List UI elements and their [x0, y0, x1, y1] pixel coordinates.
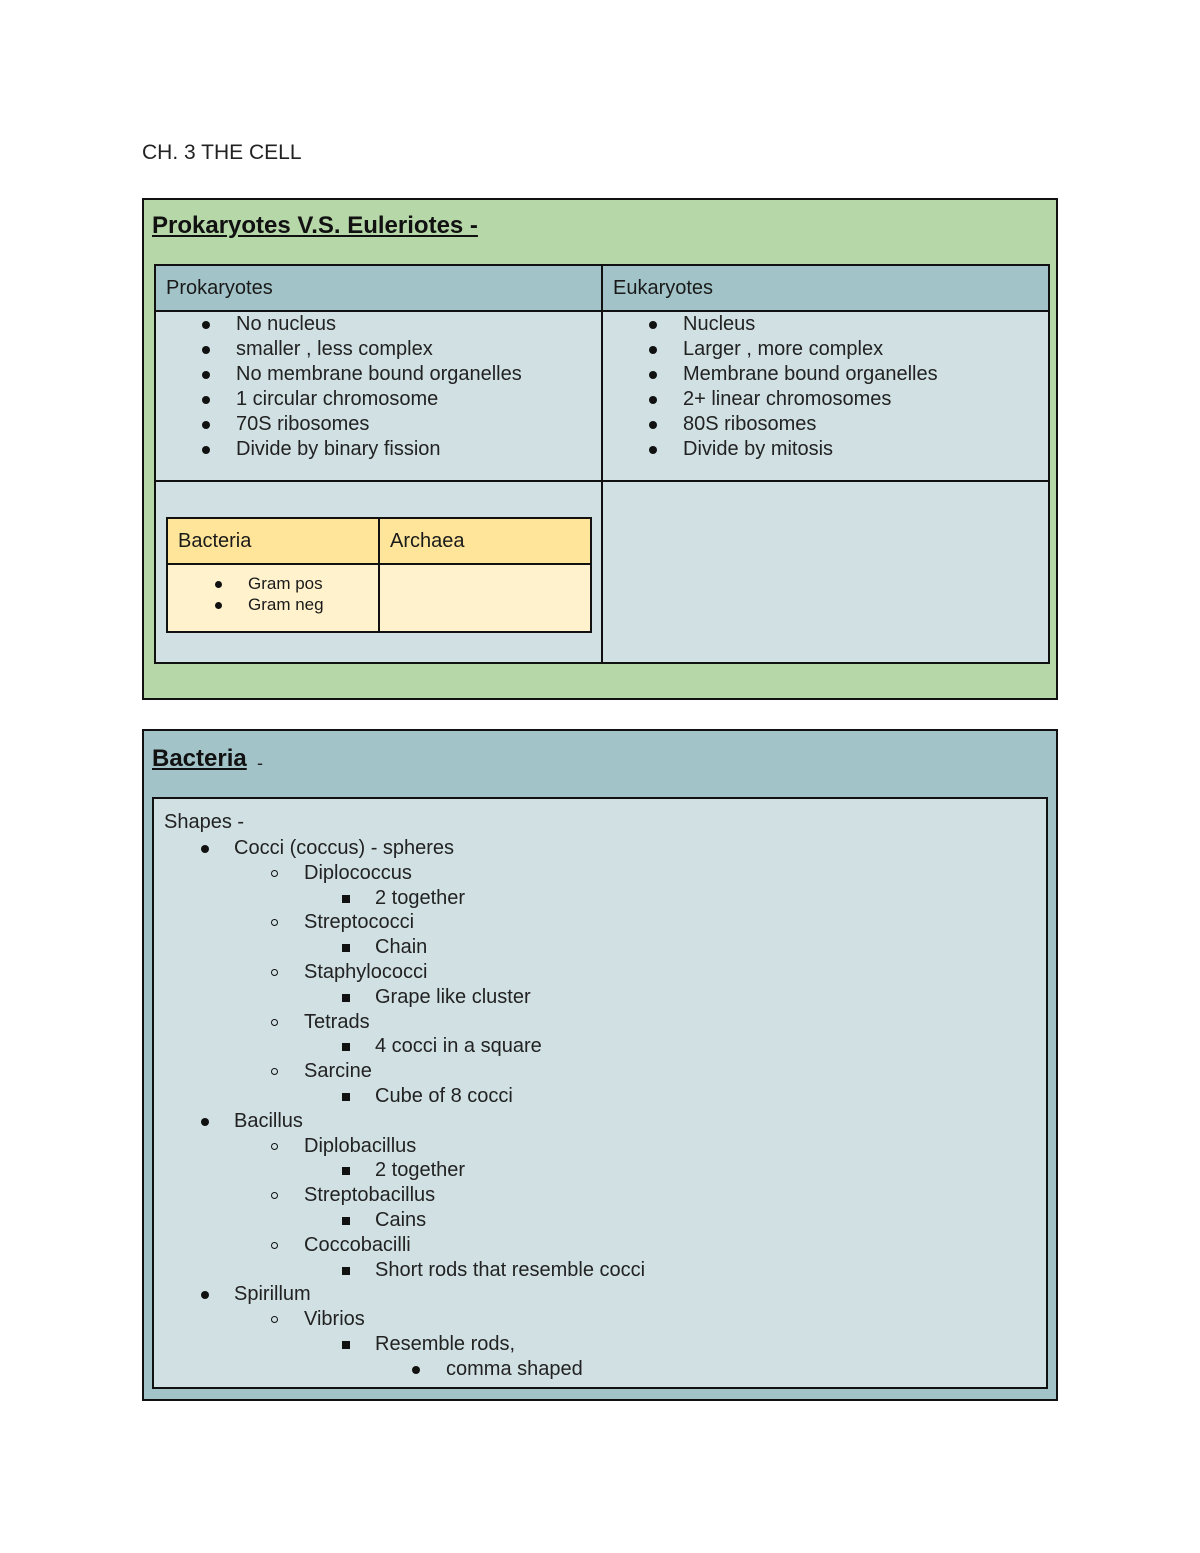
- square-bullet-icon: [342, 1093, 350, 1101]
- bullet-icon: [202, 446, 210, 454]
- list-item: smaller , less complex: [156, 337, 601, 362]
- list-item: Coccobacilli: [154, 1233, 645, 1258]
- shapes-box: [152, 797, 1048, 1389]
- list-item: No membrane bound organelles: [156, 362, 601, 387]
- bullet-icon: [202, 346, 210, 354]
- list-item: Tetrads: [154, 1010, 645, 1035]
- list-item: Larger , more complex: [603, 337, 1048, 362]
- list-item: Streptobacillus: [154, 1183, 645, 1208]
- list-item: Resemble rods,: [154, 1332, 645, 1357]
- archaea-header: Archaea: [379, 518, 591, 564]
- empty-cell: [602, 481, 1049, 663]
- section-heading: Bacteria: [152, 745, 247, 772]
- bullet-icon: [202, 321, 210, 329]
- list-item: Gram pos: [168, 573, 378, 594]
- list-item: 1 circular chromosome: [156, 387, 601, 412]
- domains-table: [166, 517, 592, 633]
- list-item: comma shaped: [154, 1357, 645, 1382]
- list-item: Membrane bound organelles: [603, 362, 1048, 387]
- list-item: No nucleus: [156, 312, 601, 337]
- prokaryotes-header: Prokaryotes: [155, 265, 602, 311]
- list-item: Staphylococci: [154, 960, 645, 985]
- list-item: Divide by binary fission: [156, 437, 601, 462]
- bullet-icon: [202, 421, 210, 429]
- square-bullet-icon: [342, 895, 350, 903]
- bullet-icon: [649, 346, 657, 354]
- list-item: Bacillus: [154, 1109, 645, 1134]
- eukaryotes-header: Eukaryotes: [602, 265, 1049, 311]
- bullet-icon: [412, 1366, 420, 1374]
- list-item: Chain: [154, 935, 645, 960]
- bullet-icon: [649, 321, 657, 329]
- circle-bullet-icon: [271, 1068, 278, 1075]
- bacteria-section: [142, 729, 1058, 1401]
- eukaryotes-cell: [602, 311, 1049, 481]
- list-item: Cains: [154, 1208, 645, 1233]
- list-item: 2+ linear chromosomes: [603, 387, 1048, 412]
- circle-bullet-icon: [271, 870, 278, 877]
- square-bullet-icon: [342, 1043, 350, 1051]
- square-bullet-icon: [342, 1341, 350, 1349]
- eukaryotes-list: [603, 312, 1048, 462]
- prokaryotes-list: [156, 312, 601, 462]
- archaea-cell: [379, 564, 591, 632]
- bacteria-list: [168, 573, 378, 615]
- bullet-icon: [202, 396, 210, 404]
- list-item: Sarcine: [154, 1059, 645, 1084]
- list-item: 2 together: [154, 886, 645, 911]
- list-item: Vibrios: [154, 1307, 645, 1332]
- circle-bullet-icon: [271, 1242, 278, 1249]
- square-bullet-icon: [342, 1267, 350, 1275]
- bullet-icon: [201, 1291, 209, 1299]
- list-item: Cube of 8 cocci: [154, 1084, 645, 1109]
- bullet-icon: [201, 1118, 209, 1126]
- bullet-icon: [649, 446, 657, 454]
- bacteria-header: Bacteria: [167, 518, 379, 564]
- list-item: Streptococci: [154, 910, 645, 935]
- list-item: Grape like cluster: [154, 985, 645, 1010]
- list-item: Diplococcus: [154, 861, 645, 886]
- section-heading: Prokaryotes V.S. Euleriotes -: [152, 212, 478, 239]
- prokaryote-domains-cell: [155, 481, 602, 663]
- bullet-icon: [649, 396, 657, 404]
- list-item: Short rods that resemble cocci: [154, 1258, 645, 1283]
- shapes-label: Shapes -: [164, 811, 245, 833]
- circle-bullet-icon: [271, 1143, 278, 1150]
- bullet-icon: [649, 371, 657, 379]
- bullet-icon: [202, 371, 210, 379]
- circle-bullet-icon: [271, 969, 278, 976]
- bullet-icon: [215, 602, 222, 609]
- prokaryotes-vs-eukaryotes-section: [142, 198, 1058, 700]
- prokaryotes-cell: [155, 311, 602, 481]
- circle-bullet-icon: [271, 1316, 278, 1323]
- list-item: Cocci (coccus) - spheres: [154, 836, 645, 861]
- square-bullet-icon: [342, 1167, 350, 1175]
- circle-bullet-icon: [271, 1192, 278, 1199]
- shapes-tree: [154, 836, 645, 1382]
- square-bullet-icon: [342, 994, 350, 1002]
- list-item: Spirillum: [154, 1282, 645, 1307]
- list-item: Diplobacillus: [154, 1134, 645, 1159]
- list-item: 4 cocci in a square: [154, 1034, 645, 1059]
- document-title: CH. 3 THE CELL: [142, 141, 302, 164]
- bullet-icon: [649, 421, 657, 429]
- heading-suffix: -: [257, 753, 263, 773]
- list-item: 70S ribosomes: [156, 412, 601, 437]
- circle-bullet-icon: [271, 1019, 278, 1026]
- bacteria-cell: [167, 564, 379, 632]
- comparison-table: [154, 264, 1050, 664]
- bullet-icon: [215, 581, 222, 588]
- circle-bullet-icon: [271, 919, 278, 926]
- list-item: Divide by mitosis: [603, 437, 1048, 462]
- square-bullet-icon: [342, 1217, 350, 1225]
- list-item: 80S ribosomes: [603, 412, 1048, 437]
- list-item: Gram neg: [168, 594, 378, 615]
- square-bullet-icon: [342, 944, 350, 952]
- bullet-icon: [201, 845, 209, 853]
- list-item: 2 together: [154, 1158, 645, 1183]
- list-item: Nucleus: [603, 312, 1048, 337]
